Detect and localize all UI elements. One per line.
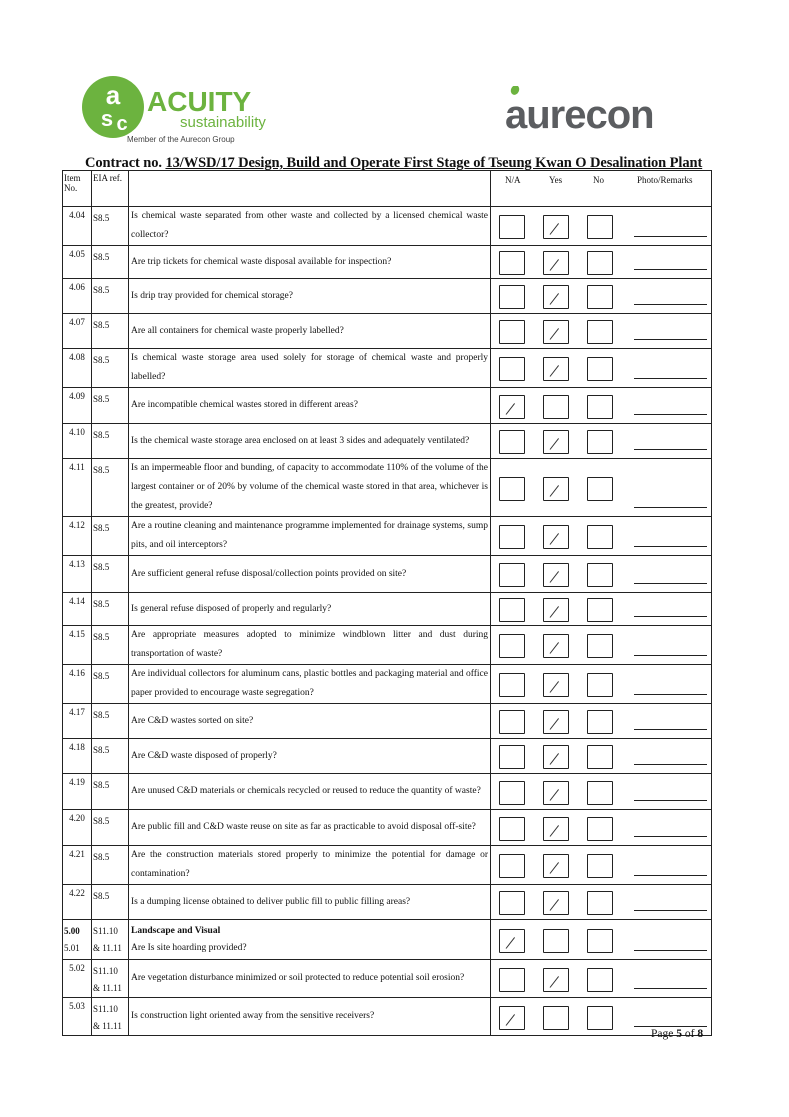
checkbox-no[interactable] (587, 285, 613, 309)
question-text: Is chemical waste storage area used solely for storage of chemical waste and properly labelled? (129, 349, 491, 388)
page-mid: of (681, 1028, 698, 1040)
answer-cell (491, 846, 712, 885)
checkbox-no[interactable] (587, 563, 613, 587)
section-item (63, 920, 92, 960)
checkbox-na[interactable] (499, 1006, 525, 1030)
checkbox-na[interactable] (499, 563, 525, 587)
eia-ref: S8.5 (92, 517, 129, 556)
answer-cell (491, 517, 712, 556)
question-text: Are all containers for chemical waste properly labelled? (129, 314, 491, 349)
checkbox-no[interactable] (587, 357, 613, 381)
checkbox-yes[interactable] (543, 320, 569, 344)
table-header-row (63, 171, 712, 207)
table-row (63, 349, 712, 388)
svg-text:c: c (116, 113, 128, 135)
remarks-line[interactable] (634, 269, 707, 270)
checkbox-no[interactable] (587, 745, 613, 769)
remarks-line[interactable] (634, 546, 707, 547)
eia-ref: S8.5 (92, 246, 129, 279)
remarks-line[interactable] (634, 910, 707, 911)
answer-cell (491, 459, 712, 517)
question-text: Are appropriate measures adopted to minimize windblown litter and dust during transportation of waste? (129, 626, 491, 665)
checkbox-na[interactable] (499, 430, 525, 454)
remarks-line[interactable] (634, 583, 707, 584)
checkbox-no[interactable] (587, 477, 613, 501)
table-row (63, 810, 712, 846)
question-text: Are a routine cleaning and maintenance programme implemented for drainage systems, sump pits, and oil interceptors? (129, 517, 491, 556)
remarks-line[interactable] (634, 988, 707, 989)
section-eia (92, 920, 129, 960)
checkbox-na[interactable] (499, 395, 525, 419)
checkbox-na[interactable] (499, 285, 525, 309)
checkbox-na[interactable] (499, 357, 525, 381)
checkbox-no[interactable] (587, 854, 613, 878)
checkbox-na[interactable] (499, 215, 525, 239)
table-row (63, 704, 712, 739)
remarks-line[interactable] (634, 950, 707, 951)
checkbox-na[interactable] (499, 710, 525, 734)
eia-ref: S8.5 (92, 424, 129, 459)
table-row (63, 774, 712, 810)
answer-cell (491, 314, 712, 349)
checkbox-yes[interactable] (543, 634, 569, 658)
checkbox-yes[interactable] (543, 817, 569, 841)
checkbox-no[interactable] (587, 320, 613, 344)
remarks-line[interactable] (634, 836, 707, 837)
answer-cell (491, 424, 712, 459)
eia-ref: S8.5 (92, 279, 129, 314)
checkbox-na[interactable] (499, 968, 525, 992)
checkbox-no[interactable] (587, 781, 613, 805)
eia-ref: S8.5 (92, 704, 129, 739)
remarks-line[interactable] (634, 875, 707, 876)
checkbox-na[interactable] (499, 781, 525, 805)
checkbox-yes[interactable] (543, 1006, 569, 1030)
remarks-line[interactable] (634, 655, 707, 656)
checkbox-na[interactable] (499, 817, 525, 841)
checkbox-na[interactable] (499, 929, 525, 953)
checkbox-yes[interactable] (543, 430, 569, 454)
checkbox-no[interactable] (587, 525, 613, 549)
answer-cell (491, 774, 712, 810)
question-text: Is an impermeable floor and bunding, of capacity to accommodate 110% of the volume of the largest container or of 20% by volume of the chemical waste stored in that area, whichever is the greatest, provide? (129, 459, 491, 517)
checkbox-yes[interactable] (543, 710, 569, 734)
remarks-line[interactable] (634, 694, 707, 695)
item-number: 4.20 (63, 810, 92, 846)
item-number: 5.03 (63, 998, 92, 1036)
question-text: Are trip tickets for chemical waste disposal available for inspection? (129, 246, 491, 279)
checkbox-yes[interactable] (543, 215, 569, 239)
item-number: 4.11 (63, 459, 92, 517)
item-number: 4.21 (63, 846, 92, 885)
answer-cell (491, 920, 712, 960)
checkbox-yes[interactable] (543, 251, 569, 275)
answer-cell (491, 279, 712, 314)
table-row (63, 960, 712, 998)
col-remarks-header: Photo/Remarks (637, 175, 693, 185)
item-number: 4.16 (63, 665, 92, 704)
checkbox-na[interactable] (499, 634, 525, 658)
checkbox-yes[interactable] (543, 357, 569, 381)
checkbox-yes[interactable] (543, 781, 569, 805)
svg-text:s: s (100, 106, 114, 131)
item-number: 4.19 (63, 774, 92, 810)
answer-cell (491, 246, 712, 279)
table-row (63, 388, 712, 424)
answer-cell (491, 593, 712, 626)
eia-ref: S8.5 (92, 388, 129, 424)
section-heading: Landscape and Visual (131, 925, 221, 936)
section-question (129, 920, 491, 960)
table-row (63, 517, 712, 556)
item-number: 4.12 (63, 517, 92, 556)
checklist-table (62, 170, 712, 1036)
item-number: 4.08 (63, 349, 92, 388)
col-na-header: N/A (505, 175, 521, 185)
question-text: Is chemical waste separated from other waste and collected by a licensed chemical waste collector? (129, 207, 491, 246)
checkbox-no[interactable] (587, 968, 613, 992)
checkbox-no[interactable] (587, 1006, 613, 1030)
checklist-body (63, 207, 712, 1036)
acuity-brand: ACUITY (147, 86, 252, 117)
checkbox-yes[interactable] (543, 525, 569, 549)
eia-ref: S8.5 (92, 626, 129, 665)
table-row (63, 593, 712, 626)
checkbox-yes[interactable] (543, 598, 569, 622)
table-row (63, 314, 712, 349)
checkbox-no[interactable] (587, 891, 613, 915)
checkbox-no[interactable] (587, 634, 613, 658)
question-text: Are sufficient general refuse disposal/collection points provided on site? (129, 556, 491, 593)
eia-ref: S8.5 (92, 739, 129, 774)
checkbox-no[interactable] (587, 598, 613, 622)
remarks-line[interactable] (634, 800, 707, 801)
table-row (63, 626, 712, 665)
page-number (651, 1028, 703, 1040)
checkbox-no[interactable] (587, 395, 613, 419)
checkbox-yes[interactable] (543, 968, 569, 992)
answer-cell (491, 388, 712, 424)
table-row (63, 556, 712, 593)
answer-cell (491, 885, 712, 920)
item-number: 4.06 (63, 279, 92, 314)
remarks-line[interactable] (634, 449, 707, 450)
question-text: Is construction light oriented away from the sensitive receivers? (129, 998, 491, 1036)
checkbox-na[interactable] (499, 525, 525, 549)
remarks-line[interactable] (634, 729, 707, 730)
question-text: Are C&D waste disposed of properly? (129, 739, 491, 774)
aurecon-logo (505, 86, 705, 136)
col-item-header: Item No. (63, 171, 92, 207)
question-text: Is the chemical waste storage area enclosed on at least 3 sides and adequately ventilated? (129, 424, 491, 459)
table-row (63, 846, 712, 885)
checkbox-no[interactable] (587, 251, 613, 275)
checkbox-yes[interactable] (543, 673, 569, 697)
sub-item-number: 5.01 (64, 943, 80, 953)
item-number: 4.07 (63, 314, 92, 349)
checkbox-no[interactable] (587, 817, 613, 841)
eia-ref-2: & 11.11 (93, 943, 122, 953)
eia-ref: S8.5 (92, 459, 129, 517)
checkbox-no[interactable] (587, 673, 613, 697)
checkbox-no[interactable] (587, 215, 613, 239)
checkbox-na[interactable] (499, 251, 525, 275)
aurecon-brand: aurecon (505, 93, 654, 136)
acuity-member-text: Member of the Aurecon Group (127, 135, 235, 144)
table-row (63, 665, 712, 704)
table-row (63, 424, 712, 459)
eia-ref: S8.5 (92, 556, 129, 593)
checkbox-na[interactable] (499, 320, 525, 344)
checkbox-yes[interactable] (543, 563, 569, 587)
answer-cell (491, 626, 712, 665)
col-no-header: No (593, 175, 604, 185)
section-number: 5.00 (64, 926, 80, 936)
eia-ref: S8.5 (92, 810, 129, 846)
checkbox-yes[interactable] (543, 395, 569, 419)
page-total: 8 (697, 1028, 704, 1040)
remarks-line[interactable] (634, 616, 707, 617)
question-text: Are vegetation disturbance minimized or soil protected to reduce potential soil erosion? (129, 960, 491, 998)
eia-ref: S11.10 & 11.11 (92, 998, 129, 1036)
remarks-line[interactable] (634, 339, 707, 340)
contract-prefix: Contract no. (85, 155, 166, 171)
contract-name: 13/WSD/17 Design, Build and Operate First Stage of Tseung Kwan O Desalination Plant (165, 155, 703, 171)
table-row (63, 246, 712, 279)
item-number: 4.18 (63, 739, 92, 774)
item-number: 5.02 (63, 960, 92, 998)
eia-ref: S11.10 (93, 926, 118, 936)
col-eia-header: EIA ref. (92, 171, 129, 207)
item-number: 4.04 (63, 207, 92, 246)
question-text: Are individual collectors for aluminum cans, plastic bottles and packaging material and office paper provided to encourage waste segregation? (129, 665, 491, 704)
item-number: 4.13 (63, 556, 92, 593)
answer-cell (491, 556, 712, 593)
remarks-line[interactable] (634, 304, 707, 305)
eia-ref: S8.5 (92, 314, 129, 349)
question-text: Is drip tray provided for chemical storage? (129, 279, 491, 314)
checkbox-yes[interactable] (543, 891, 569, 915)
table-row (63, 207, 712, 246)
col-yes-header: Yes (549, 175, 563, 185)
answer-cell (491, 739, 712, 774)
question-text: Are unused C&D materials or chemicals recycled or reused to reduce the quantity of waste? (129, 774, 491, 810)
table-row (63, 885, 712, 920)
item-number: 4.05 (63, 246, 92, 279)
checkbox-yes[interactable] (543, 477, 569, 501)
question-text: Is general refuse disposed of properly and regularly? (129, 593, 491, 626)
item-number: 4.15 (63, 626, 92, 665)
question-text: Are C&D wastes sorted on site? (129, 704, 491, 739)
remarks-line[interactable] (634, 236, 707, 237)
page-prefix: Page (651, 1028, 677, 1040)
item-number: 4.09 (63, 388, 92, 424)
eia-ref: S8.5 (92, 593, 129, 626)
checkbox-yes[interactable] (543, 929, 569, 953)
item-number: 4.17 (63, 704, 92, 739)
checkbox-na[interactable] (499, 745, 525, 769)
checkbox-no[interactable] (587, 929, 613, 953)
table-row (63, 739, 712, 774)
answer-cell (491, 207, 712, 246)
checkbox-yes[interactable] (543, 285, 569, 309)
checkbox-no[interactable] (587, 430, 613, 454)
item-number: 4.14 (63, 593, 92, 626)
col-question-header (129, 171, 491, 207)
table-row (63, 998, 712, 1036)
remarks-line[interactable] (634, 378, 707, 379)
eia-ref: S8.5 (92, 665, 129, 704)
item-number: 4.10 (63, 424, 92, 459)
eia-ref: S8.5 (92, 774, 129, 810)
remarks-line[interactable] (634, 764, 707, 765)
question-text: Are public fill and C&D waste reuse on site as far as practicable to avoid disposal off-site? (129, 810, 491, 846)
checkbox-na[interactable] (499, 477, 525, 501)
remarks-line[interactable] (634, 1026, 707, 1027)
table-row-section5 (63, 920, 712, 960)
eia-ref: S8.5 (92, 885, 129, 920)
checkbox-no[interactable] (587, 710, 613, 734)
eia-ref: S8.5 (92, 349, 129, 388)
checkbox-na[interactable] (499, 891, 525, 915)
checkbox-na[interactable] (499, 854, 525, 878)
col-answers-header (491, 171, 712, 207)
acuity-sub: sustainability (180, 114, 266, 131)
checkbox-na[interactable] (499, 598, 525, 622)
checkbox-na[interactable] (499, 673, 525, 697)
answer-cell (491, 704, 712, 739)
remarks-line[interactable] (634, 507, 707, 508)
answer-cell (491, 665, 712, 704)
answer-cell (491, 349, 712, 388)
answer-cell (491, 810, 712, 846)
question-text: Are the construction materials stored properly to minimize the potential for damage or contamination? (129, 846, 491, 885)
svg-text:a: a (105, 80, 121, 110)
remarks-line[interactable] (634, 414, 707, 415)
question-text: Are Is site hoarding provided? (131, 942, 247, 953)
page-current: 5 (676, 1028, 682, 1040)
table-row (63, 459, 712, 517)
answer-cell (491, 960, 712, 998)
eia-ref: S8.5 (92, 207, 129, 246)
checkbox-yes[interactable] (543, 854, 569, 878)
eia-ref: S8.5 (92, 846, 129, 885)
question-text: Is a dumping license obtained to deliver public fill to public filling areas? (129, 885, 491, 920)
item-number: 4.22 (63, 885, 92, 920)
question-text: Are incompatible chemical wastes stored in different areas? (129, 388, 491, 424)
table-row (63, 279, 712, 314)
checkbox-yes[interactable] (543, 745, 569, 769)
eia-ref: S11.10 & 11.11 (92, 960, 129, 998)
